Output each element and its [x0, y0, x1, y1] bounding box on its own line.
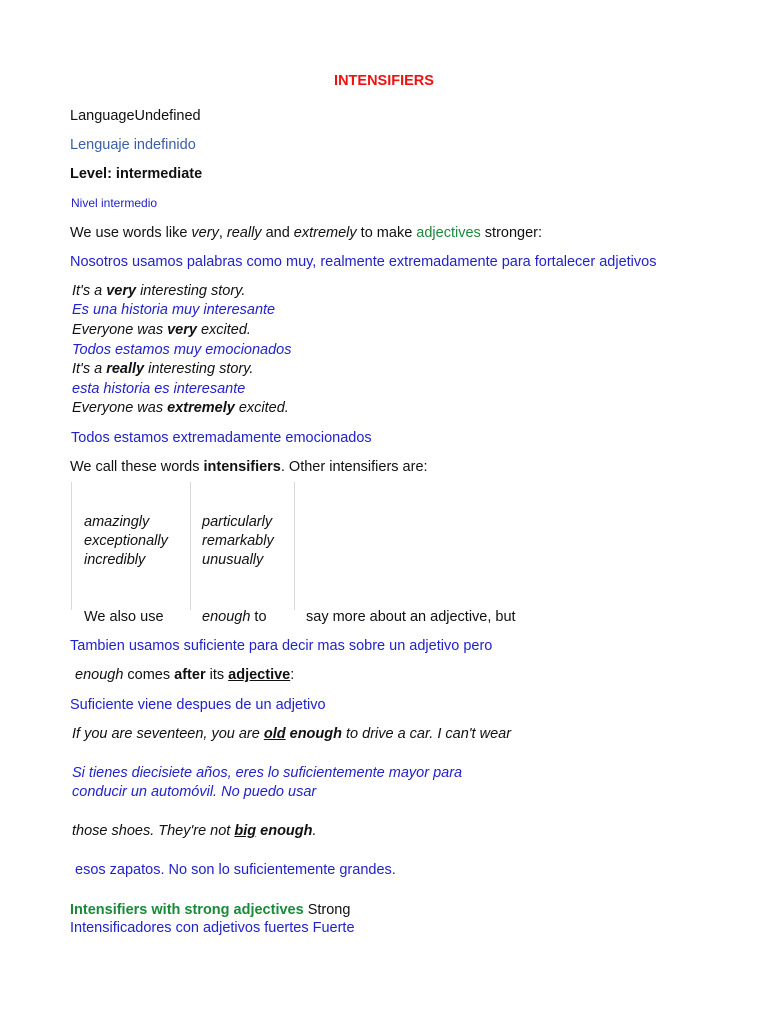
table-divider [71, 482, 72, 610]
intro-sentence-es: Nosotros usamos palabras como muy, realmente extremadamente para fortalecer adjetivos [70, 254, 657, 270]
level-label-es: Nivel intermedio [71, 196, 158, 210]
enough-rule-es: Suficiente viene despues de un adjetivo [70, 697, 326, 713]
example-line-es: Es una historia muy interesante [72, 302, 276, 318]
example-line: It's a really interesting story. [72, 361, 254, 377]
example-line-es: Todos estamos muy emocionados [72, 342, 292, 358]
enough-rule: enough comes after its adjective: [75, 667, 295, 683]
intensifier-word: remarkably [202, 533, 274, 549]
example-sentence-es: Si tienes diecisiete años, eres lo suficientemente mayor para [72, 765, 463, 781]
example-sentence-es: esos zapatos. No son lo suficientemente grandes. [75, 862, 396, 878]
example-sentence-es: conducir un automóvil. No puedo usar [72, 784, 317, 800]
language-label: LanguageUndefined [70, 108, 201, 124]
table-cell: enough to [202, 609, 267, 625]
table-cell: We also use [84, 609, 164, 625]
intro-sentence: We use words like very, really and extremely to make adjectives stronger: [70, 225, 543, 241]
language-label-es: Lenguaje indefinido [70, 137, 196, 153]
example-sentence: those shoes. They're not big enough. [72, 823, 317, 839]
intensifier-word: unusually [202, 552, 264, 568]
example-line: It's a very interesting story. [72, 283, 246, 299]
intensifier-word: particularly [202, 514, 273, 530]
table-divider [294, 482, 295, 610]
level-label: Level: intermediate [70, 166, 203, 182]
section-heading-es: Intensificadores con adjetivos fuertes Fuerte [70, 920, 355, 936]
intensifier-word: amazingly [84, 514, 150, 530]
enough-sentence-es: Tambien usamos suficiente para decir mas sobre un adjetivo pero [70, 638, 493, 654]
table-cell: say more about an adjective, but [306, 609, 516, 625]
table-divider [190, 482, 191, 610]
section-heading: Intensifiers with strong adjectives Strong [70, 902, 351, 918]
example-sentence: If you are seventeen, you are old enough to drive a car. I can't wear [72, 726, 512, 742]
example-line: Everyone was very excited. [72, 322, 251, 338]
intensifier-word: incredibly [84, 552, 146, 568]
example-line-es: Todos estamos extremadamente emocionados [71, 430, 372, 446]
example-line-es: esta historia es interesante [72, 381, 246, 397]
intensifiers-sentence: We call these words intensifiers. Other intensifiers are: [70, 459, 428, 475]
intensifier-word: exceptionally [84, 533, 168, 549]
example-line: Everyone was extremely excited. [72, 400, 289, 416]
page-title: INTENSIFIERS [334, 73, 434, 89]
adjectives-link: adjectives [416, 225, 481, 241]
